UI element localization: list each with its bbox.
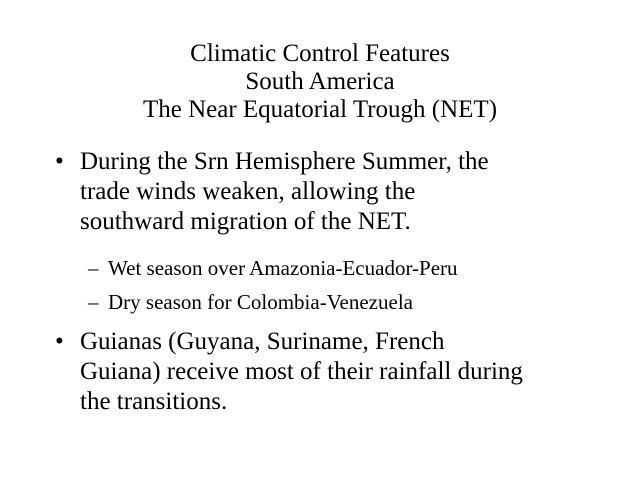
bullet-line: During the Srn Hemisphere Summer, the bbox=[80, 148, 489, 175]
title-line-3: The Near Equatorial Trough (NET) bbox=[142, 96, 498, 123]
bullet-marker: • bbox=[55, 148, 64, 175]
sub-bullet-marker: – bbox=[88, 256, 99, 280]
bullet-text bbox=[80, 327, 600, 417]
slide-title bbox=[0, 40, 640, 124]
bullet-text bbox=[80, 147, 600, 237]
bullet-line: trade winds weaken, allowing the bbox=[80, 178, 416, 205]
title-line-1: Climatic Control Features bbox=[190, 40, 450, 67]
sub-bullet-text: Wet season over Amazonia-Ecuador-Peru bbox=[108, 256, 458, 280]
title-line-2: South America bbox=[245, 68, 395, 95]
bullet-marker: • bbox=[55, 328, 64, 355]
bullet-line: Guiana) receive most of their rainfall during bbox=[80, 358, 523, 385]
bullet-line: Guianas (Guyana, Suriname, French bbox=[80, 328, 445, 355]
sub-bullet-text: Dry season for Colombia-Venezuela bbox=[108, 290, 413, 314]
sub-bullet-marker: – bbox=[88, 290, 99, 314]
bullet-line: southward migration of the NET. bbox=[80, 208, 411, 235]
bullet-line: the transitions. bbox=[80, 388, 228, 415]
